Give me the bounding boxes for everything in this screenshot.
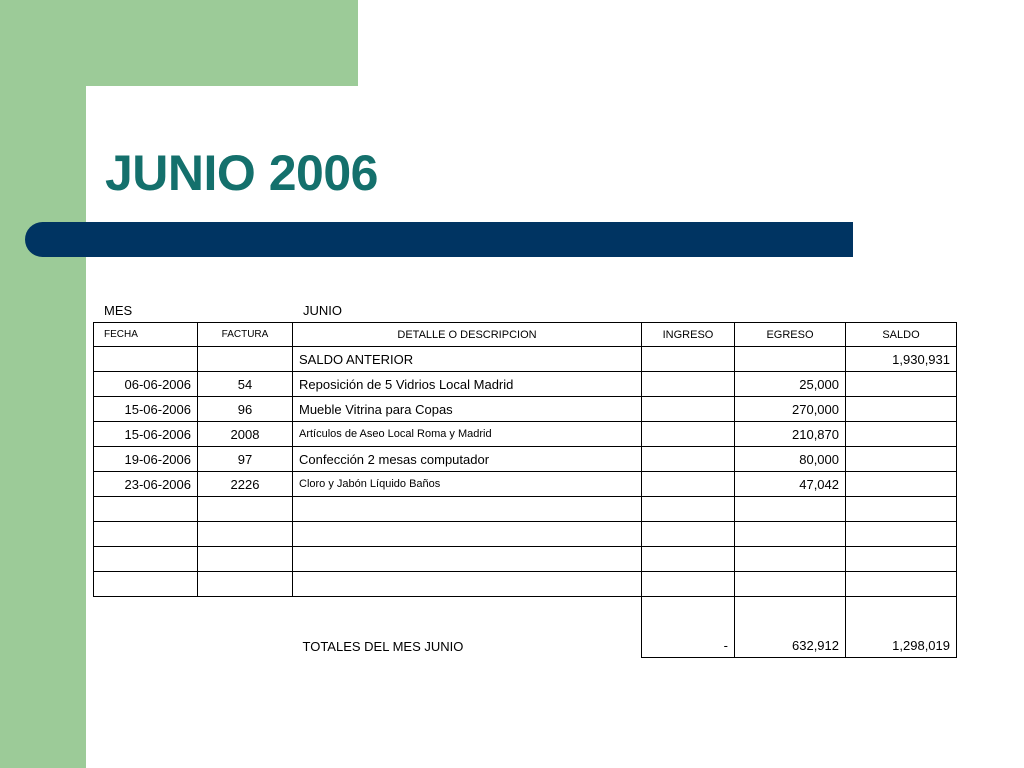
cell-saldo xyxy=(846,422,957,447)
table-cell xyxy=(642,347,735,372)
cell-ingreso xyxy=(642,397,735,422)
table-row xyxy=(94,472,957,497)
cell-factura: 97 xyxy=(198,447,293,472)
empty-row xyxy=(94,497,957,522)
cell-fecha: 19-06-2006 xyxy=(94,447,198,472)
table-row xyxy=(94,397,957,422)
cell-detalle: Cloro y Jabón Líquido Baños xyxy=(293,472,642,497)
table-cell xyxy=(846,572,957,597)
green-sidebar xyxy=(0,0,86,768)
table-cell xyxy=(735,497,846,522)
table-cell xyxy=(642,497,735,522)
cell-factura: 2008 xyxy=(198,422,293,447)
empty-row xyxy=(94,547,957,572)
cell-fecha: 15-06-2006 xyxy=(94,422,198,447)
table-cell xyxy=(198,547,293,572)
table-cell xyxy=(198,522,293,547)
table-cell xyxy=(735,547,846,572)
table-cell xyxy=(94,572,198,597)
header-factura: FACTURA xyxy=(198,323,293,347)
totals-ingreso: - xyxy=(642,597,735,658)
table-cell xyxy=(198,347,293,372)
month-label: MES xyxy=(104,303,133,318)
table-cell xyxy=(293,547,642,572)
table-row xyxy=(94,447,957,472)
table-cell xyxy=(94,597,198,658)
ledger-table xyxy=(93,322,957,658)
table-cell xyxy=(198,597,293,658)
header-saldo: SALDO xyxy=(846,323,957,347)
page-title: JUNIO 2006 xyxy=(105,145,378,201)
totals-label: TOTALES DEL MES JUNIO xyxy=(302,638,464,654)
empty-row xyxy=(94,522,957,547)
cell-egreso: 80,000 xyxy=(735,447,846,472)
totals-egreso: 632,912 xyxy=(735,597,846,658)
table-cell xyxy=(293,572,642,597)
cell-detalle: Reposición de 5 Vidrios Local Madrid xyxy=(293,372,642,397)
cell-saldo xyxy=(846,447,957,472)
cell-ingreso xyxy=(642,372,735,397)
header-ingreso: INGRESO xyxy=(642,323,735,347)
cell-detalle: Artículos de Aseo Local Roma y Madrid xyxy=(293,422,642,447)
saldo-anterior-label: SALDO ANTERIOR xyxy=(293,347,642,372)
cell-saldo xyxy=(846,372,957,397)
header-fecha: FECHA xyxy=(94,323,198,347)
header-egreso: EGRESO xyxy=(735,323,846,347)
month-value: JUNIO xyxy=(303,303,342,318)
green-top-band xyxy=(0,0,358,86)
totals-row xyxy=(94,597,957,658)
cell-ingreso xyxy=(642,447,735,472)
title-underline-bar xyxy=(25,222,853,257)
cell-saldo xyxy=(846,397,957,422)
table-cell xyxy=(94,497,198,522)
table-cell xyxy=(198,572,293,597)
cell-egreso: 25,000 xyxy=(735,372,846,397)
table-cell xyxy=(642,572,735,597)
cell-egreso: 47,042 xyxy=(735,472,846,497)
cell-factura: 96 xyxy=(198,397,293,422)
cell-egreso: 210,870 xyxy=(735,422,846,447)
totals-saldo: 1,298,019 xyxy=(846,597,957,658)
cell-egreso: 270,000 xyxy=(735,397,846,422)
table-cell xyxy=(846,497,957,522)
table-cell xyxy=(293,497,642,522)
cell-factura: 2226 xyxy=(198,472,293,497)
cell-saldo xyxy=(846,472,957,497)
cell-factura: 54 xyxy=(198,372,293,397)
cell-detalle: Confección 2 mesas computador xyxy=(293,447,642,472)
table-cell xyxy=(94,347,198,372)
table-cell xyxy=(642,522,735,547)
header-detalle: DETALLE O DESCRIPCION xyxy=(293,323,642,347)
table-cell xyxy=(94,547,198,572)
cell-ingreso xyxy=(642,472,735,497)
table-cell xyxy=(198,497,293,522)
table-header-row xyxy=(94,323,957,347)
table-row xyxy=(94,372,957,397)
table-cell xyxy=(94,522,198,547)
table-cell xyxy=(735,522,846,547)
table-cell xyxy=(846,522,957,547)
table-cell xyxy=(735,347,846,372)
table-cell xyxy=(735,572,846,597)
table-row xyxy=(94,422,957,447)
table-cell xyxy=(642,547,735,572)
table-cell xyxy=(846,547,957,572)
cell-ingreso xyxy=(642,422,735,447)
table-cell xyxy=(293,522,642,547)
cell-detalle: Mueble Vitrina para Copas xyxy=(293,397,642,422)
cell-fecha: 15-06-2006 xyxy=(94,397,198,422)
saldo-anterior-row xyxy=(94,347,957,372)
cell-fecha: 23-06-2006 xyxy=(94,472,198,497)
cell-fecha: 06-06-2006 xyxy=(94,372,198,397)
saldo-anterior-value: 1,930,931 xyxy=(846,347,957,372)
empty-row xyxy=(94,572,957,597)
